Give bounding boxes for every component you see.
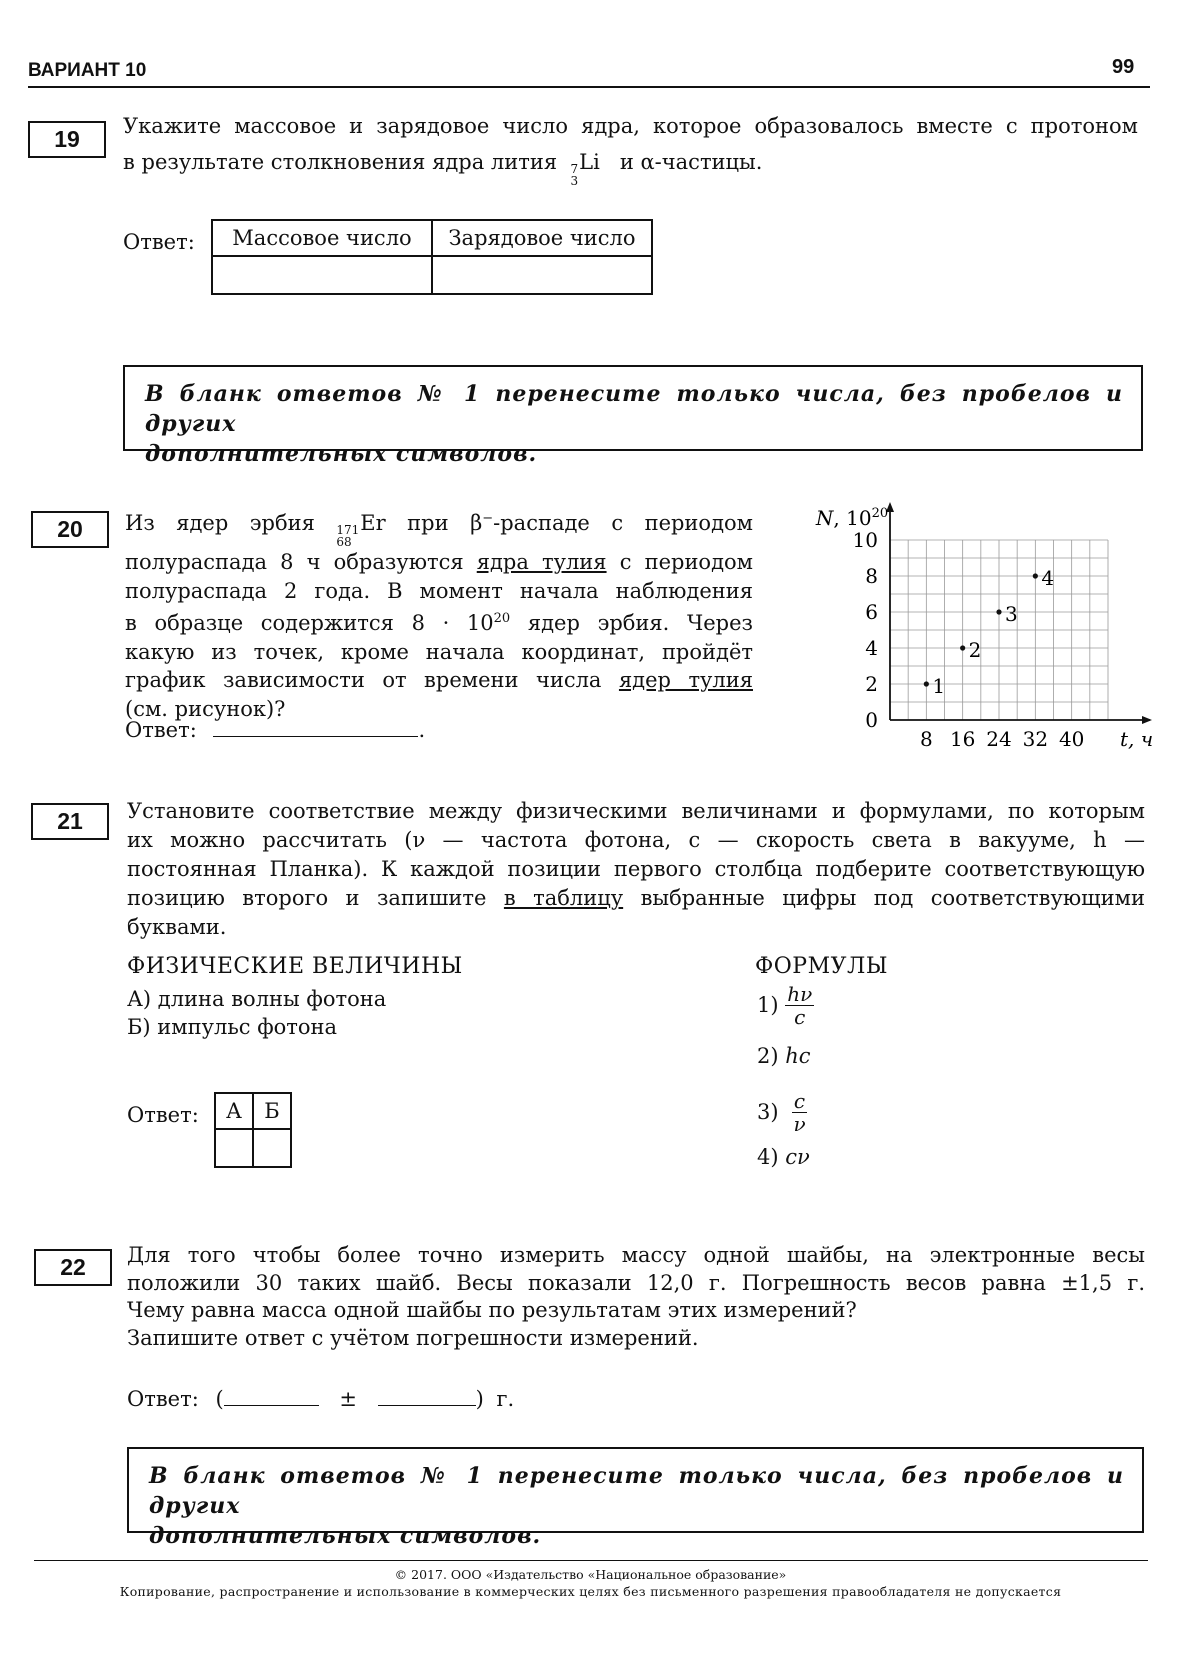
data-point-label-2: 2 [968, 638, 982, 662]
quantity-b: Б) импульс фотона [127, 1015, 338, 1039]
formulas-title: ФОРМУЛЫ [755, 954, 889, 979]
formula-2: 2) hc [757, 1044, 811, 1068]
notice-box-2 [127, 1447, 1144, 1549]
question-22-number: 22 [34, 1249, 112, 1286]
mass-number-cell[interactable] [212, 256, 432, 294]
y-tick-label: 8 [865, 564, 878, 588]
quantity-a: А) длина волны фотона [127, 987, 387, 1011]
x-tick-label: 8 [919, 727, 933, 751]
question-20-number: 20 [31, 511, 109, 548]
question-20-text: Из ядер эрбия 171 68 Er при β−-распаде с периодом полураспада 8 ч образуются ядра тулия с периодом полураспада 2 года. В момент начала наблюдения в образце содержится $8 \cdot 10^{20}$ ядер эрбия. Через какую из точек, кроме начала координат, пройдёт график зависимости от времени числа ядер тулия (см. рисунок)? [125, 511, 753, 721]
data-point-1 [924, 681, 929, 686]
error-value-field[interactable] [378, 1385, 476, 1406]
y-tick-label: 6 [865, 600, 878, 624]
answer-cell-a[interactable] [215, 1129, 253, 1167]
question-21-answer-table [214, 1092, 292, 1168]
notice-box-1 [123, 365, 1143, 467]
x-axis-label: t, ч [1120, 727, 1154, 751]
question-21-number: 21 [31, 803, 109, 840]
x-tick-label: 16 [949, 727, 976, 751]
x-axis-arrow [1142, 716, 1152, 724]
y-tick-label: 2 [865, 672, 878, 696]
question-19-answer-table [211, 219, 653, 295]
formula-4: 4) cν [757, 1145, 810, 1169]
footer-rule [34, 1560, 1148, 1561]
formula-3: 3) $\frac{c}{\nu}$ [757, 1089, 806, 1136]
notice-2-line1: В бланк ответов № 1 перенесите только числа, без пробелов и других [149, 1463, 1124, 1519]
erbium-nuclide: 171 68 Er [336, 511, 386, 549]
question-20-answer: Ответ: . [125, 718, 426, 742]
data-point-label-4: 4 [1041, 566, 1055, 590]
notice-2-line2: дополнительных символов. [149, 1523, 542, 1549]
x-tick-label: 32 [1022, 727, 1049, 751]
header-variant: ВАРИАНТ 10 [28, 60, 147, 81]
mass-number-header: Массовое число [212, 220, 432, 256]
data-point-3 [996, 609, 1001, 614]
answer-col-b: Б [253, 1093, 291, 1129]
decay-chart [780, 500, 1160, 755]
question-21-answer-label: Ответ: [127, 1103, 199, 1127]
data-point-label-3: 3 [1005, 602, 1018, 626]
y-tick-label: 10 [852, 528, 878, 552]
page-number: 99 [1112, 56, 1135, 78]
y-tick-label: 4 [865, 636, 878, 660]
notice-1-line2: дополнительных символов. [145, 441, 538, 467]
question-22-answer: Ответ: ( ± ) г. [127, 1387, 515, 1411]
question-19-answer-label: Ответ: [123, 230, 195, 254]
data-point-4 [1033, 573, 1038, 578]
answer-col-a: А [215, 1093, 253, 1129]
lithium-nuclide: 7 3 Li [570, 150, 600, 188]
data-point-2 [960, 645, 965, 650]
question-19-line2: в результате столкновения ядра лития 7 3 Li и α-частицы. [123, 150, 763, 188]
charge-number-header: Зарядовое число [432, 220, 652, 256]
footer-copyright: © 2017. ООО «Издательство «Национальное образование» [394, 1567, 787, 1582]
header-rule [28, 86, 1150, 88]
quantities-title: ФИЗИЧЕСКИЕ ВЕЛИЧИНЫ [127, 954, 463, 979]
question-22-text: Для того чтобы более точно измерить массу одной шайбы, на электронные весы положили 30 таких шайб. Весы показали 12,0 г. Погрешность весов равна ±1,5 г. Чему равна масса одной шайбы по результатам этих измерений? Запишите ответ с учётом погрешности измерений. [127, 1243, 1145, 1350]
charge-number-cell[interactable] [432, 256, 652, 294]
notice-1-line1: В бланк ответов № 1 перенесите только числа, без пробелов и других [145, 381, 1123, 437]
question-19-number: 19 [28, 121, 106, 158]
data-point-label-1: 1 [932, 674, 946, 698]
question-21-text: Установите соответствие между физическими величинами и формулами, по которым их можно рассчитать (ν — частота фотона, c — скорость света в вакууме, h — постоянная Планка). К каждой позиции первого столбца подберите соответствующую позицию второго и запишите в таблицу выбранные цифры под соответствующими буквами. [127, 799, 1145, 939]
y-tick-label: 0 [865, 708, 878, 732]
question-19-line1: Укажите массовое и зарядовое число ядра, которое образовалось вместе с протоном [123, 114, 1138, 138]
question-20-answer-field[interactable] [213, 716, 418, 737]
x-tick-label: 24 [986, 727, 1012, 751]
formula-1: 1) $\frac{h\nu}{c}$ [757, 982, 813, 1029]
mass-value-field[interactable] [224, 1385, 319, 1406]
y-axis-label: N, $10^{20}$ [815, 506, 889, 530]
x-tick-label: 40 [1058, 727, 1085, 751]
footer-legal: Копирование, распространение и использование в коммерческих целях без письменного разрешения правообладателя не допускается [119, 1584, 1062, 1599]
answer-cell-b[interactable] [253, 1129, 291, 1167]
